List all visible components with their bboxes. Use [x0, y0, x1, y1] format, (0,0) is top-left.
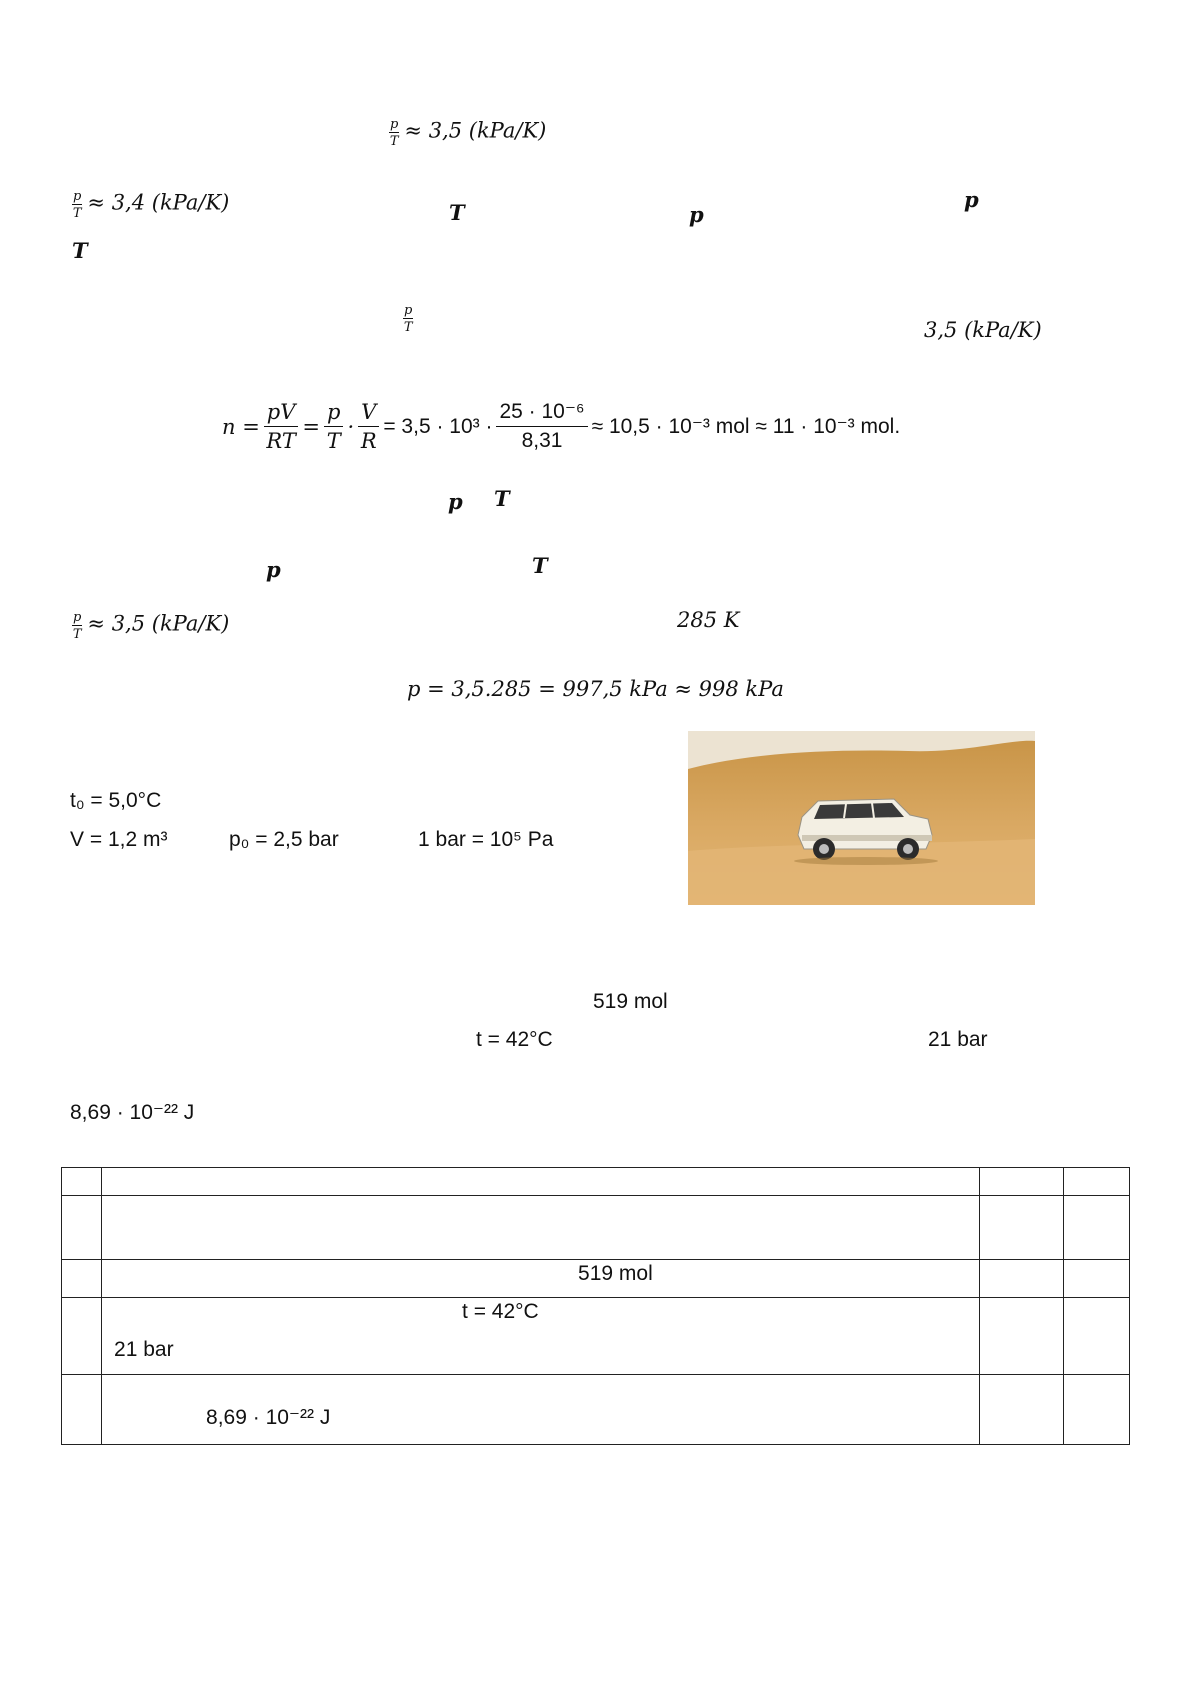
bar-definition: 1 bar = 10⁵ Pa [418, 828, 554, 851]
symbol-p: p [689, 202, 704, 227]
suv-desert-image [688, 731, 1035, 905]
ratio-value-8: ≈ 3,5 (kPa/K) [87, 611, 230, 636]
symbol-p: p [266, 557, 281, 582]
eq-mid: = 3,5 · 10³ · [383, 414, 493, 438]
eq-fraction-pv-rt: $\frac{pV}{RT}$ [264, 400, 299, 453]
symbol-t: T [72, 238, 88, 263]
table-cell [102, 1196, 980, 1260]
eq-n-lhs: n = [222, 414, 260, 439]
table-energy: 8,69 · 10⁻²² J [206, 1406, 331, 1429]
given-t0: t₀ = 5,0°C [70, 789, 162, 812]
fraction-p-over-t: $\frac{p}{T}$ [403, 303, 413, 335]
table-cell [62, 1168, 102, 1196]
pressure-result: p = 3,5.285 = 997,5 kPa ≈ 998 kPa [407, 677, 784, 701]
symbol-t: T [532, 553, 548, 578]
fraction-p-over-t: $\frac{p}{T}$ [72, 189, 82, 221]
table-cell [1063, 1375, 1129, 1445]
symbol-t: T [494, 486, 510, 511]
given-volume: V = 1,2 m³ [70, 828, 168, 851]
energy-value: 8,69 · 10⁻²² J [70, 1101, 195, 1124]
table-cell [979, 1298, 1063, 1375]
eq-fraction-volume-r: $\frac{\text{25 · 10⁻⁶}}{8,31}$ [496, 400, 587, 453]
table-cell [979, 1196, 1063, 1260]
table-cell [62, 1196, 102, 1260]
ratio-line-8 [72, 611, 229, 641]
table-cell [1063, 1298, 1129, 1375]
fraction-p-over-t: $\frac{p}{T}$ [72, 610, 82, 642]
moles-value: 519 mol [593, 990, 668, 1013]
symbol-p: p [964, 187, 979, 212]
fraction-p-over-t: $\frac{p}{T}$ [389, 117, 399, 149]
table-cell [979, 1168, 1063, 1196]
table-cell [102, 1375, 980, 1445]
table-cell [1063, 1260, 1129, 1298]
answer-table [61, 1167, 1130, 1445]
ratio-line-2 [72, 190, 229, 220]
ratio-fraction-line-4 [403, 304, 413, 334]
table-row [62, 1260, 1130, 1298]
eq-fraction-p-t: $\frac{p}{T}$ [324, 400, 343, 453]
eq-fraction-v-r: $\frac{V}{R}$ [358, 400, 379, 453]
ratio-value-2: ≈ 3,4 (kPa/K) [87, 190, 230, 215]
table-cell [102, 1168, 980, 1196]
ratio-value-4: 3,5 (kPa/K) [924, 318, 1042, 342]
temperature-285: 285 K [677, 608, 740, 632]
table-header-row [62, 1168, 1130, 1196]
table-cell [979, 1375, 1063, 1445]
ratio-value-1: ≈ 3,5 (kPa/K) [404, 118, 547, 143]
table-row [62, 1375, 1130, 1445]
table-cell [1063, 1168, 1129, 1196]
temperature-42: t = 42°C [476, 1028, 553, 1051]
symbol-t: T [449, 200, 465, 225]
table-row [62, 1298, 1130, 1375]
table-pressure: 21 bar [114, 1338, 174, 1361]
eq-tail: ≈ 10,5 · 10⁻³ mol ≈ 11 · 10⁻³ mol. [591, 415, 901, 439]
table-cell [62, 1298, 102, 1375]
eq-equals: = [302, 414, 321, 439]
table-cell [102, 1260, 980, 1298]
table-cell [62, 1260, 102, 1298]
table-moles-value: 519 mol [578, 1262, 653, 1285]
table-cell [62, 1375, 102, 1445]
table-cell [102, 1298, 980, 1375]
symbol-p: p [448, 489, 463, 514]
suv-desert-photo [688, 731, 1035, 905]
table-temperature: t = 42°C [462, 1300, 539, 1323]
ratio-line-1 [389, 118, 546, 148]
table-cell [1063, 1196, 1129, 1260]
given-p0: p₀ = 2,5 bar [229, 828, 339, 851]
table-row [62, 1196, 1130, 1260]
pressure-21: 21 bar [928, 1028, 988, 1051]
table-cell [979, 1260, 1063, 1298]
eq-dot: · [347, 414, 355, 439]
equation-moles [222, 400, 900, 453]
